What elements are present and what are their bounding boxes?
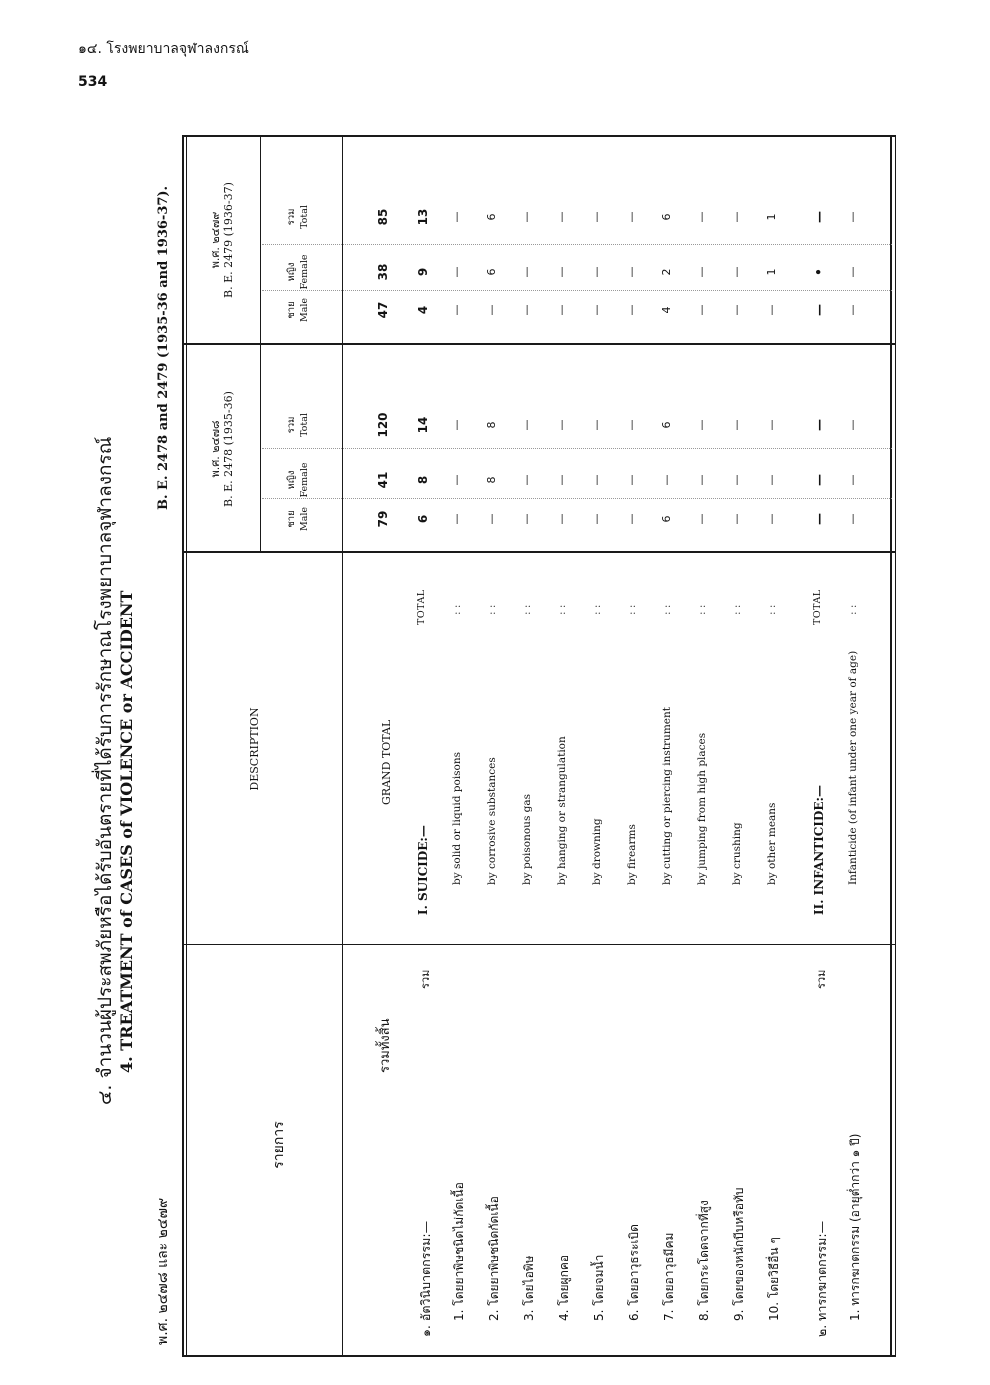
table-row-thai: 6. โดยอาวุธระเบิด <box>627 1224 641 1321</box>
col-header-eng-0-0: Male <box>299 506 310 532</box>
col-header-thai-1-0: ชาย <box>286 301 297 319</box>
table-row-eng: by cutting or piercing instrument <box>661 707 673 885</box>
table-cell: — <box>765 474 778 486</box>
section-total-value: — <box>812 474 826 486</box>
table-cell: — <box>485 513 498 525</box>
leader-dots: : : <box>591 604 603 615</box>
table-cell: — <box>520 211 533 223</box>
grand-total-value: 85 <box>376 208 390 226</box>
leader-dots: : : <box>731 604 743 615</box>
table-cell: — <box>846 304 859 316</box>
leader-dots: : : <box>766 604 778 615</box>
table-cell: — <box>590 266 603 278</box>
table-cell: — <box>590 474 603 486</box>
col-sep-eng-2478 <box>182 551 896 553</box>
table-cell: — <box>730 513 743 525</box>
table-cell: 2 <box>660 268 673 276</box>
table-cell: — <box>520 304 533 316</box>
table-cell: — <box>590 211 603 223</box>
col-separator <box>262 244 892 245</box>
table-cell: — <box>695 513 708 525</box>
grand-total-value: 47 <box>376 301 390 319</box>
leader-dots: : : <box>847 604 859 615</box>
table-cell: — <box>555 266 568 278</box>
table-row-thai: 7. โดยอาวุธมีคม <box>662 1232 676 1321</box>
col-header-eng-1-1: Female <box>299 254 310 290</box>
table-row-eng: by other means <box>766 802 778 885</box>
leader-dots: : : <box>661 604 673 615</box>
table-cell: — <box>730 211 743 223</box>
col-separator <box>262 498 892 499</box>
year-thai-1: พ.ศ. ๒๔๗๙ <box>209 211 222 269</box>
section-total-eng-1: TOTAL <box>812 589 823 625</box>
leader-dots: : : <box>486 604 498 615</box>
table-cell: — <box>450 211 463 223</box>
header-bottom-rule <box>342 135 343 1357</box>
table-cell: — <box>555 419 568 431</box>
grand-total-value: 38 <box>376 263 390 281</box>
table-cell: — <box>625 304 638 316</box>
table-cell: — <box>590 304 603 316</box>
table-cell: — <box>555 304 568 316</box>
table-cell: 6 <box>485 213 498 221</box>
section-total-value: • <box>812 268 826 276</box>
years-english: B. E. 2478 and 2479 (1935-36 and 1936-37). <box>156 185 171 510</box>
col-header-eng-1-0: Male <box>299 297 310 323</box>
table-cell: — <box>625 474 638 486</box>
table-cell: — <box>730 266 743 278</box>
thai-desc-header: รายการ <box>271 1121 287 1169</box>
table-cell: — <box>520 513 533 525</box>
table-cell: — <box>450 304 463 316</box>
years-thai: พ.ศ. ๒๔๗๘ และ ๒๔๗๙ <box>155 1197 171 1345</box>
col-header-thai-0-1: หญิง <box>286 470 297 490</box>
table-cell: — <box>660 474 673 486</box>
table-row-eng: by corrosive substances <box>486 757 498 885</box>
table-cell: 6 <box>660 515 673 523</box>
table-cell: — <box>846 211 859 223</box>
title-english: 4. TREATMENT of CASES of VIOLENCE or ACCIDENT <box>117 590 136 1073</box>
col-header-thai-1-1: หญิง <box>286 262 297 282</box>
table-cell: — <box>555 211 568 223</box>
section-total-value: 14 <box>416 416 430 434</box>
table-row-eng: by hanging or strangulation <box>556 736 568 885</box>
table-row-thai: 10. โดยวิธีอื่น ๆ <box>767 1237 781 1321</box>
section-total-value: 6 <box>416 514 430 524</box>
leader-dots: : : <box>521 604 533 615</box>
frame-right-rule <box>182 135 896 137</box>
table-cell: — <box>695 266 708 278</box>
table-row-eng: by jumping from high places <box>696 732 708 885</box>
section-total-value: — <box>812 419 826 431</box>
table-cell: — <box>730 304 743 316</box>
table-cell: 1 <box>765 268 778 276</box>
table-cell: — <box>765 419 778 431</box>
table-row-thai: 9. โดยของหนักบีบหรือทับ <box>732 1187 746 1321</box>
leader-dots: : : <box>626 604 638 615</box>
eng-desc-header: DESCRIPTION <box>248 707 261 791</box>
col-header-eng-0-2: Total <box>299 413 310 437</box>
table-cell: — <box>590 419 603 431</box>
frame-top-rule <box>182 135 184 1357</box>
table-cell: 4 <box>660 306 673 314</box>
section-total-value: 8 <box>416 475 430 485</box>
section-total-value: 13 <box>416 208 430 226</box>
table-cell: — <box>765 513 778 525</box>
page-number: 534 <box>78 74 108 90</box>
table-cell: — <box>625 266 638 278</box>
frame-bottom-rule <box>890 135 892 1357</box>
table-cell: 6 <box>485 268 498 276</box>
grand-total-value: 41 <box>376 471 390 489</box>
running-head: ๑๔. โรงพยาบาลจุฬาลงกรณ์ <box>78 41 249 57</box>
grand-total-value: 79 <box>376 510 390 528</box>
table-cell: — <box>520 419 533 431</box>
table-cell: — <box>765 304 778 316</box>
leader-dots: : : <box>696 604 708 615</box>
table-row-eng: by crushing <box>731 822 743 885</box>
table-cell: — <box>846 513 859 525</box>
table-cell: — <box>520 266 533 278</box>
table-cell: — <box>730 419 743 431</box>
table-cell: — <box>695 474 708 486</box>
table-row-thai: 5. โดยจมน้ำ <box>592 1254 606 1321</box>
table-cell: — <box>846 266 859 278</box>
col-header-thai-0-0: ชาย <box>286 510 297 528</box>
leader-dots: : : <box>451 604 463 615</box>
year-thai-0: พ.ศ. ๒๔๗๘ <box>209 420 222 478</box>
col-separator <box>262 290 892 291</box>
col-header-eng-0-1: Female <box>299 462 310 498</box>
table-cell: — <box>625 211 638 223</box>
section-total-eng-0: TOTAL <box>416 589 427 625</box>
table-cell: — <box>520 474 533 486</box>
section-eng-1: II. INFANTICIDE:— <box>812 785 826 915</box>
section-total-value: — <box>812 211 826 223</box>
section-total-value: — <box>812 304 826 316</box>
year-subheader-rule <box>260 135 261 553</box>
year-eng-0: B. E. 2478 (1935-36) <box>222 391 235 507</box>
section-thai-0: ๑. อัตวินิบาตกรรม:— <box>418 1220 433 1337</box>
table-row-thai: 1. ทารกฆาตกรรม (อายุต่ำกว่า ๑ ปี) <box>848 1133 862 1321</box>
table-cell: — <box>730 474 743 486</box>
table-cell: — <box>695 419 708 431</box>
table-row-eng: Infanticide (of infant under one year of age) <box>847 650 859 885</box>
leader-dots: : : <box>556 604 568 615</box>
col-sep-thai-eng <box>182 944 896 945</box>
table-cell: — <box>695 211 708 223</box>
table-cell: — <box>846 419 859 431</box>
table-row-thai: 4. โดยผูกคอ <box>557 1254 571 1321</box>
section-total-value: — <box>812 513 826 525</box>
frame-top-rule-2 <box>186 135 187 1357</box>
frame-left-rule <box>182 1355 896 1357</box>
table-cell: — <box>846 474 859 486</box>
table-cell: — <box>450 474 463 486</box>
table-row-thai: 8. โดยกระโดดจากที่สูง <box>697 1200 711 1321</box>
table-cell: 8 <box>485 421 498 429</box>
col-separator <box>262 448 892 449</box>
table-cell: — <box>590 513 603 525</box>
section-total-thai-0: รวม <box>419 969 432 989</box>
table-cell: — <box>555 513 568 525</box>
table-cell: 8 <box>485 476 498 484</box>
table-row-thai: 2. โดยยาพิษชนิดกัดเนื้อ <box>487 1196 501 1321</box>
col-header-thai-1-2: รวม <box>286 208 297 226</box>
table-cell: — <box>555 474 568 486</box>
table-row-eng: by solid or liquid poisons <box>451 751 463 885</box>
table-cell: 1 <box>765 213 778 221</box>
section-eng-0: I. SUICIDE:— <box>416 825 430 915</box>
table-cell: — <box>450 266 463 278</box>
table-row-thai: 1. โดยยาพิษชนิดไม่กัดเนื้อ <box>452 1182 466 1321</box>
table-row-thai: 3. โดยไอพิษ <box>522 1255 536 1321</box>
table-row-eng: by drowning <box>591 818 603 885</box>
section-total-thai-1: รวม <box>815 969 828 989</box>
table-row-eng: by poisonous gas <box>521 793 533 885</box>
section-total-value: 9 <box>416 267 430 277</box>
table-cell: — <box>450 513 463 525</box>
year-eng-1: B. E. 2479 (1936-37) <box>222 182 235 298</box>
table-cell: — <box>450 419 463 431</box>
col-header-thai-0-2: รวม <box>286 416 297 434</box>
col-sep-2478-2479 <box>182 343 896 345</box>
section-total-value: 4 <box>416 305 430 315</box>
grand-total-value: 120 <box>376 412 390 438</box>
section-thai-1: ๒. ทารกฆาตกรรม:— <box>814 1220 829 1337</box>
table-cell: — <box>695 304 708 316</box>
col-header-eng-1-2: Total <box>299 205 310 229</box>
title-thai: ๔. จำนวนผู้ประสพภัยหรือได้รับอันตรายที่ได้รับการรักษาณโรงพยาบาลจุฬาลงกรณ์ <box>94 436 116 1105</box>
grand-total-thai: รวมทั้งสิ้น <box>378 1018 393 1073</box>
table-cell: 6 <box>660 421 673 429</box>
table-cell: — <box>485 304 498 316</box>
grand-total-eng: GRAND TOTAL <box>380 719 393 805</box>
table-cell: — <box>625 419 638 431</box>
table-cell: 6 <box>660 213 673 221</box>
frame-bottom-rule-2 <box>895 135 896 1357</box>
table-cell: — <box>625 513 638 525</box>
table-row-eng: by firearms <box>626 824 638 885</box>
